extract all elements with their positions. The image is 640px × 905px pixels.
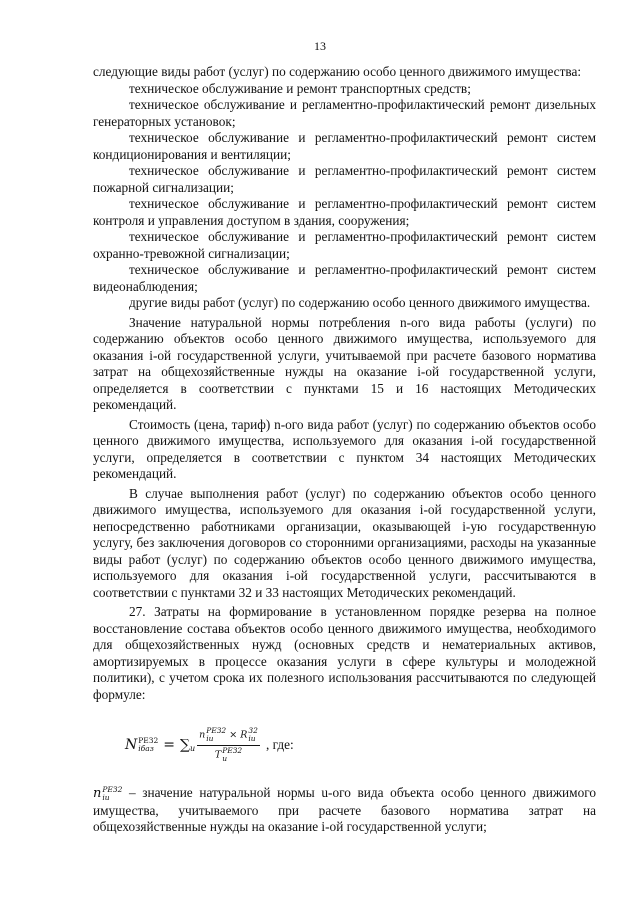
paragraph: следующие виды работ (услуг) по содержанию особо ценного движимого имущества:	[93, 64, 582, 79]
formula-fraction	[197, 727, 260, 764]
page-number: 13	[314, 39, 326, 53]
paragraph: техническое обслуживание и регламентно-профилактический ремонт систем кондиционирования и вентиляции;	[93, 130, 596, 162]
formula-denominator: T РЕЗ2 u	[214, 745, 243, 763]
paragraph: техническое обслуживание и регламентно-профилактический ремонт дизельных генераторных установок;	[93, 97, 596, 129]
formula-lhs-sub: iбаз	[138, 744, 154, 753]
variable-definition	[93, 785, 596, 836]
paragraph: В случае выполнения работ (услуг) по содержанию объектов особо ценного движимого имущества, используемого для оказания i-ой государственной услуги, непосредственно работниками организации, оказывающей i-ую государственную услугу, без заключения договоров со сторонними организациями, расходы на указанные виды работ (услуг) по содержанию объектов особо ценного движимого имущества, используемого для оказания i-ой государственной услуги, рассчитываются в соответствии с пунктами 32 и 33 настоящих Методических рекомендаций.	[93, 485, 596, 600]
formula-sum-symbol: ∑	[179, 736, 190, 753]
paragraph: техническое обслуживание и регламентно-профилактический ремонт систем контроля и управления доступом в здания, сооружения;	[93, 196, 596, 228]
paragraph: техническое обслуживание и регламентно-профилактический ремонт систем охранно-тревожной сигнализации;	[93, 229, 596, 261]
formula-sum-sub: u	[189, 743, 196, 753]
paragraph-list	[93, 64, 596, 703]
paragraph: техническое обслуживание и ремонт транспортных средств;	[129, 80, 471, 96]
formula-lhs-indices	[138, 737, 158, 753]
formula-where-label: , где:	[265, 736, 294, 752]
definition-symbol: n РЕЗ2 iu	[93, 784, 123, 802]
paragraph: другие виды работ (услуг) по содержанию особо ценного движимого имущества.	[129, 295, 591, 310]
paragraph: техническое обслуживание и регламентно-профилактический ремонт систем видеонаблюдения;	[93, 262, 596, 294]
document-body	[93, 64, 596, 836]
formula-lhs-sup: РЕЗ2	[138, 736, 159, 745]
formula-numerator: n РЕЗ2 iu × R 32 iu	[197, 727, 260, 746]
paragraph: Стоимость (цена, тариф) n-ого вида работ (услуг) по содержанию объектов особо ценного движимого имущества, используемого для оказания i-ой государственной услуги, определяется в соответствии с пунктом 34 настоящих Методических рекомендаций.	[93, 416, 596, 481]
definition-text: – значение натуральной нормы u-ого вида объекта особо ценного движимого имущества, учитываемого при расчете базового норматива затрат на общехозяйственные нужды на оказание i-ой государственной услуги;	[93, 785, 596, 834]
paragraph: Значение натуральной нормы потребления n-ого вида работы (услуги) по содержанию объектов особо ценного движимого имущества, используемого для оказания i-ой государственной услуги, учитываемой при расчете базового норматива затрат на общехозяйственные нужды на оказание i-ой государственной услуги, определяется в соответствии с пунктами 15 и 16 настоящих Методических рекомендаций.	[93, 314, 596, 412]
paragraph: техническое обслуживание и регламентно-профилактический ремонт систем пожарной сигнализации;	[93, 163, 596, 195]
paragraph: 27. Затраты на формирование в установленном порядке резерва на полное восстановление состава объектов особо ценного движимого имущества, необходимого для общехозяйственных нужд (основных средств и нематериальных активов, амортизируемых в процессе оказания услуги в сфере культуры и молодежной политики), с учетом срока их полезного использования рассчитываются по следующей формуле:	[93, 604, 596, 702]
formula: N РЕЗ2 iбаз = ∑ u n РЕЗ2 iu × R 32 iu T РЕЗ2 u , где:	[125, 725, 294, 763]
formula-lhs-symbol: N	[125, 736, 138, 753]
